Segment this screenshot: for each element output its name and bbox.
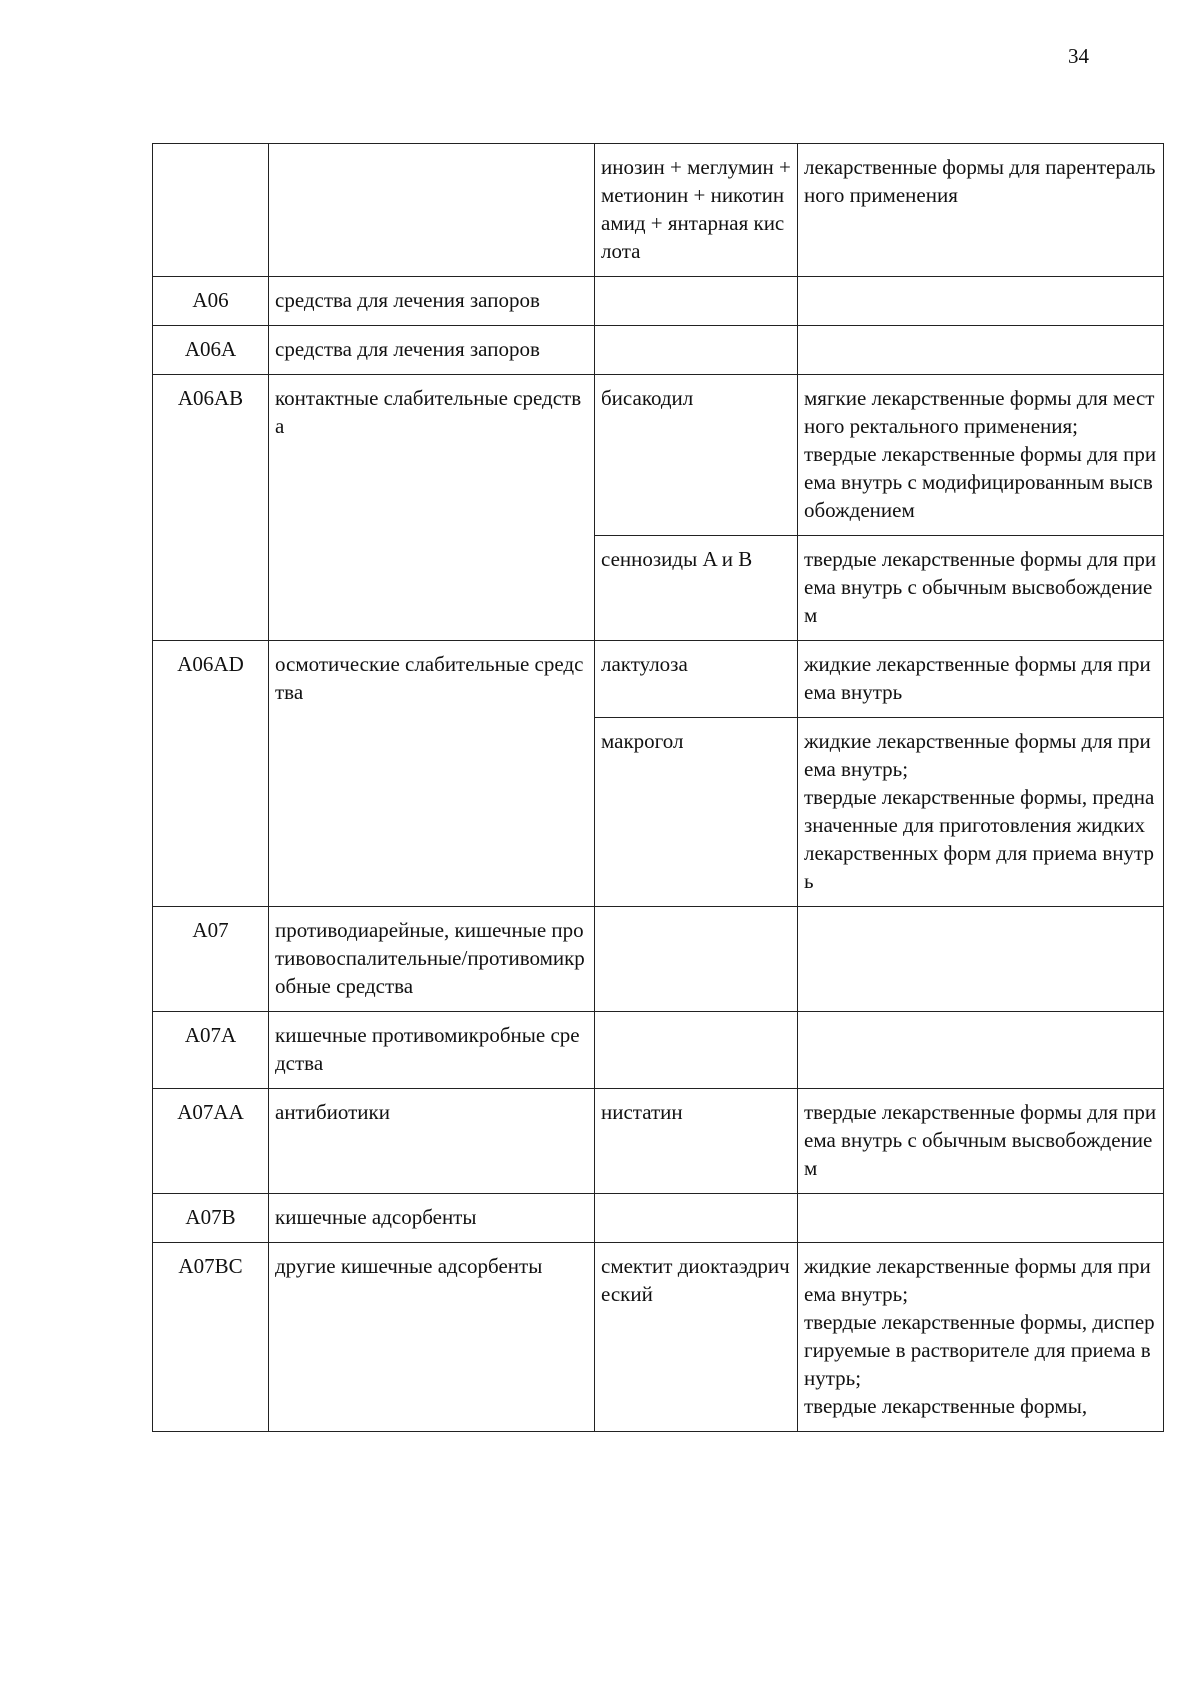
group-cell: кишечные адсорбенты [269, 1194, 595, 1243]
drug-cell [595, 907, 798, 1012]
drug-cell: лактулоза [595, 641, 798, 718]
table-row [153, 277, 1164, 326]
atc-code-cell: A07 [153, 907, 269, 1012]
forms-cell [798, 326, 1164, 375]
table-row [153, 1243, 1164, 1432]
atc-code-cell [153, 144, 269, 277]
forms-cell [798, 641, 1164, 718]
group-cell [269, 144, 595, 277]
table-row [153, 1012, 1164, 1089]
forms-cell [798, 907, 1164, 1012]
group-cell: кишечные противомикробные средства [269, 1012, 595, 1089]
atc-code-cell: A06AB [153, 375, 269, 641]
table-row [153, 641, 1164, 718]
group-cell: антибиотики [269, 1089, 595, 1194]
drug-cell: макрогол [595, 718, 798, 907]
drug-cell [595, 1012, 798, 1089]
group-cell: средства для лечения запоров [269, 277, 595, 326]
drug-cell [595, 326, 798, 375]
forms-cell [798, 1089, 1164, 1194]
form-line: жидкие лекарственные формы для приема внутрь [804, 652, 1151, 704]
atc-code-cell: A06AD [153, 641, 269, 907]
form-line: жидкие лекарственные формы для приема внутрь; [804, 1254, 1151, 1306]
atc-code-cell: A06A [153, 326, 269, 375]
drug-cell [595, 277, 798, 326]
atc-code-cell: A07AA [153, 1089, 269, 1194]
forms-cell [798, 718, 1164, 907]
table-row [153, 326, 1164, 375]
drug-cell: бисакодил [595, 375, 798, 536]
forms-cell [798, 1012, 1164, 1089]
form-line: твердые лекарственные формы, диспергируемые в растворителе для приема внутрь; [804, 1310, 1155, 1390]
atc-code-cell: A06 [153, 277, 269, 326]
group-cell: противодиарейные, кишечные противовоспалительные/противомикробные средства [269, 907, 595, 1012]
forms-cell [798, 1194, 1164, 1243]
atc-code-cell: A07B [153, 1194, 269, 1243]
form-line: жидкие лекарственные формы для приема внутрь; [804, 729, 1151, 781]
form-line: твердые лекарственные формы для приема внутрь с обычным высвобождением [804, 547, 1157, 627]
table-row [153, 375, 1164, 536]
forms-cell [798, 144, 1164, 277]
page-number: 34 [1068, 44, 1089, 68]
group-cell: контактные слабительные средства [269, 375, 595, 641]
form-line: мягкие лекарственные формы для местного ректального применения; [804, 386, 1155, 438]
group-cell: другие кишечные адсорбенты [269, 1243, 595, 1432]
atc-code-cell: A07A [153, 1012, 269, 1089]
table-row [153, 144, 1164, 277]
form-line: лекарственные формы для парентерального применения [804, 155, 1156, 207]
table-row [153, 907, 1164, 1012]
form-line: твердые лекарственные формы для приема внутрь с обычным высвобождением [804, 1100, 1157, 1180]
drug-cell: сеннозиды A и B [595, 536, 798, 641]
forms-cell [798, 375, 1164, 536]
atc-code-cell: A07BC [153, 1243, 269, 1432]
table-row [153, 1194, 1164, 1243]
group-cell: осмотические слабительные средства [269, 641, 595, 907]
drug-table [152, 143, 1164, 1432]
table-row [153, 1089, 1164, 1194]
forms-cell [798, 277, 1164, 326]
forms-cell [798, 1243, 1164, 1432]
group-cell: средства для лечения запоров [269, 326, 595, 375]
drug-cell: нистатин [595, 1089, 798, 1194]
form-line: твердые лекарственные формы, [804, 1394, 1088, 1418]
drug-cell: инозин + меглумин + метионин + никотинамид + янтарная кислота [595, 144, 798, 277]
form-line: твердые лекарственные формы для приема внутрь с модифицированным высвобождением [804, 442, 1157, 522]
drug-cell [595, 1194, 798, 1243]
drug-cell: смектит диоктаэдрический [595, 1243, 798, 1432]
forms-cell [798, 536, 1164, 641]
form-line: твердые лекарственные формы, предназначенные для приготовления жидких лекарственных форм для приема внутрь [804, 785, 1155, 893]
